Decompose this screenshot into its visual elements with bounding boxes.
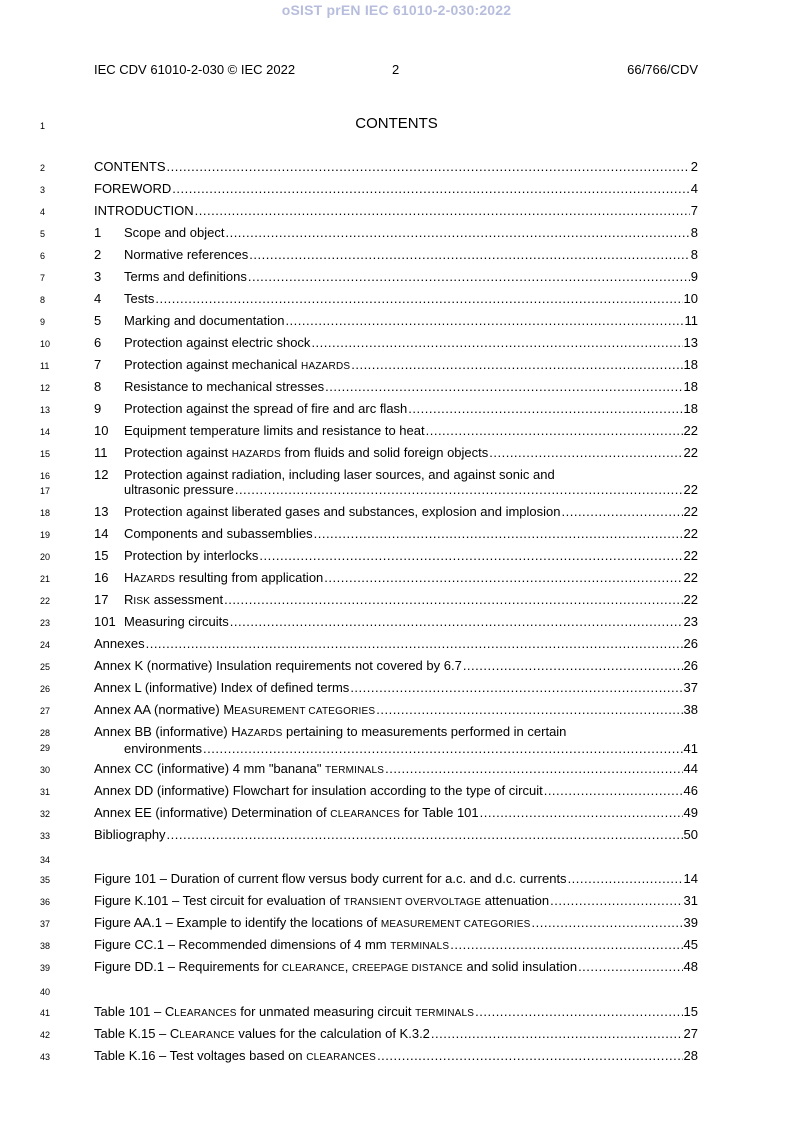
leader-dots: [203, 741, 682, 756]
line-number: 35: [40, 875, 51, 885]
entry-title-part: ISK: [133, 596, 151, 607]
section-number: 5: [94, 313, 102, 328]
leader-dots: [426, 423, 683, 438]
leader-dots: [450, 937, 682, 952]
header-right: 66/766/CDV: [627, 62, 698, 77]
page-number: 13: [683, 335, 698, 350]
page-number: 38: [683, 702, 698, 717]
line-number: 19: [40, 530, 51, 540]
section-number: 101: [94, 614, 116, 629]
entry-title: [124, 526, 313, 541]
entry-title: [94, 636, 145, 651]
leader-dots: [259, 548, 682, 563]
leader-dots: [167, 159, 690, 174]
line-number: 27: [40, 706, 51, 716]
section-number: 16: [94, 570, 109, 585]
entry-title-part: CLEARANCES: [306, 1052, 377, 1063]
entry-title-part: Protection against mechanical: [124, 357, 302, 372]
line-number: 4: [40, 207, 46, 217]
entry-title-part: INTRODUCTION: [94, 203, 194, 218]
toc-entry[interactable]: [94, 357, 698, 373]
leader-dots: [489, 445, 682, 460]
page-number: 18: [683, 357, 698, 372]
toc-entry[interactable]: [94, 1026, 698, 1042]
toc-entry[interactable]: [94, 423, 698, 439]
entry-title-part: Protection against: [124, 445, 232, 460]
line-number: 37: [40, 919, 51, 929]
section-number: 4: [94, 291, 102, 306]
leader-dots: [568, 871, 683, 886]
leader-dots: [550, 893, 682, 908]
page-number: 46: [683, 783, 698, 798]
toc-entry[interactable]: [94, 203, 698, 219]
entry-title-part: Protection against radiation, including laser sources, and against sonic and: [124, 467, 555, 482]
toc-entry[interactable]: [94, 291, 698, 307]
leader-dots: [225, 225, 689, 240]
page-number: 11: [684, 313, 698, 328]
entry-title-part: Figure DD.1 – Requirements for: [94, 959, 282, 974]
entry-title-part: Table K.15 – C: [94, 1026, 180, 1041]
page-number: 2: [690, 159, 698, 174]
page-number: 22: [683, 548, 698, 563]
entry-title-part: Tests: [124, 291, 155, 306]
leader-dots: [350, 680, 682, 695]
entry-title-part: AZARDS: [133, 574, 176, 585]
entry-title-part: Protection against liberated gases and substances, explosion and implosion: [124, 504, 561, 519]
entry-title-part: Annex DD (informative) Flowchart for insulation according to the type of circuit: [94, 783, 543, 798]
entry-title: [94, 181, 171, 196]
entry-title: [124, 570, 323, 587]
entry-title: [124, 335, 310, 350]
page-number: 18: [683, 379, 698, 394]
entry-title: [124, 357, 350, 374]
entry-title-part: ,: [344, 959, 353, 974]
entry-title-part: Terms and definitions: [124, 269, 247, 284]
page-number: 49: [683, 805, 698, 820]
entry-title-part: CLEARANCES: [330, 809, 401, 820]
entry-title-part: Table K.16 – Test voltages based on: [94, 1048, 307, 1063]
page-number: 4: [690, 181, 698, 196]
entry-title-part: ultrasonic pressure: [124, 482, 234, 497]
line-number: 9: [40, 317, 46, 327]
line-number: 8: [40, 295, 46, 305]
entry-title-part: Normative references: [124, 247, 249, 262]
entry-title-part: CLEARANCE: [281, 963, 345, 974]
toc-entry[interactable]: [94, 761, 698, 777]
page-number: 22: [683, 526, 698, 541]
entry-title-part: Annex BB (informative) H: [94, 724, 241, 739]
toc-entry[interactable]: [94, 313, 698, 329]
toc-entry[interactable]: [94, 915, 698, 931]
page-number: 26: [683, 636, 698, 651]
entry-title-part: Protection against the spread of fire and arc flash: [124, 401, 408, 416]
toc-entry[interactable]: [94, 959, 698, 975]
entry-title-part: environments: [124, 741, 203, 756]
line-number: 7: [40, 273, 46, 283]
entry-title-part: CREEPAGE DISTANCE: [352, 963, 463, 974]
entry-title: [124, 401, 407, 416]
entry-title: [124, 379, 324, 394]
leader-dots: [475, 1004, 682, 1019]
line-number: 23: [40, 618, 51, 628]
entry-title-part: Components and subassemblies: [124, 526, 313, 541]
entry-title-part: HAZARDS: [231, 449, 281, 460]
line-number: 29: [40, 743, 51, 753]
leader-dots: [463, 658, 683, 673]
page-number: 44: [683, 761, 698, 776]
entry-title: [124, 548, 258, 563]
page-number: 14: [683, 871, 698, 886]
header-left: IEC CDV 61010-2-030 © IEC 2022: [94, 62, 296, 77]
entry-title-part: Annex EE (informative) Determination of: [94, 805, 331, 820]
page-number: 8: [690, 225, 698, 240]
section-number: 15: [94, 548, 109, 563]
section-number: 7: [94, 357, 102, 372]
line-number: 11: [40, 361, 50, 371]
section-number: 8: [94, 379, 102, 394]
toc-entry[interactable]: [94, 937, 698, 953]
entry-title-part: assessment: [150, 592, 224, 607]
page-number: 26: [683, 658, 698, 673]
page-number: 45: [683, 937, 698, 952]
leader-dots: [377, 1048, 682, 1063]
line-number: 20: [40, 552, 51, 562]
entry-title: [94, 203, 194, 218]
entry-title: [94, 937, 449, 954]
leader-dots: [167, 827, 683, 842]
toc-entry[interactable]: [94, 636, 698, 652]
line-number: 15: [40, 449, 51, 459]
entry-title: [94, 827, 166, 842]
line-number: 16: [40, 471, 51, 481]
entry-title-line2: [94, 482, 698, 497]
entry-title-part: Equipment temperature limits and resistance to heat: [124, 423, 425, 438]
leader-dots: [248, 269, 690, 284]
toc-entry[interactable]: [94, 1004, 698, 1020]
entry-title: [124, 423, 425, 438]
line-number: 39: [40, 963, 51, 973]
section-number: 6: [94, 335, 102, 350]
leader-dots: [172, 181, 689, 196]
leader-dots: [578, 959, 682, 974]
page-number: 9: [690, 269, 698, 284]
entry-title-part: CONTENTS: [94, 159, 166, 174]
line-number: 38: [40, 941, 51, 951]
leader-dots: [532, 915, 683, 930]
leader-dots: [324, 570, 682, 585]
leader-dots: [285, 313, 683, 328]
entry-title-part: Protection by interlocks: [124, 548, 259, 563]
entry-title: [124, 291, 154, 306]
toc-entry[interactable]: [94, 1048, 698, 1064]
entry-title: [94, 959, 577, 976]
entry-title-part: Annex CC (informative) 4 mm "banana": [94, 761, 326, 776]
page-number: 41: [683, 741, 698, 756]
toc-entry[interactable]: [94, 658, 698, 674]
leader-dots: [325, 379, 682, 394]
line-number: 42: [40, 1030, 51, 1040]
entry-title: [94, 761, 384, 778]
entry-title-line1: [94, 467, 698, 482]
toc-entry[interactable]: [94, 401, 698, 417]
entry-title-part: for unmated measuring circuit: [236, 1004, 416, 1019]
entry-title: [94, 893, 549, 910]
toc-entry[interactable]: [94, 592, 698, 608]
entry-title-part: MEASUREMENT CATEGORIES: [380, 919, 531, 930]
entry-title: [124, 247, 248, 262]
leader-dots: [230, 614, 683, 629]
line-number: 13: [40, 405, 51, 415]
line-number: 10: [40, 339, 51, 349]
section-number: 1: [94, 225, 102, 240]
entry-title-part: Annexes: [94, 636, 145, 651]
entry-title: [124, 592, 223, 609]
entry-title: [124, 614, 229, 629]
line-number: 26: [40, 684, 51, 694]
entry-title-part: Figure K.101 – Test circuit for evaluation of: [94, 893, 344, 908]
header-page-number: 2: [392, 62, 400, 77]
entry-title-part: R: [124, 592, 134, 607]
leader-dots: [155, 291, 682, 306]
entry-title-part: Protection against electric shock: [124, 335, 311, 350]
page-number: 48: [683, 959, 698, 974]
leader-dots: [314, 526, 683, 541]
entry-title-part: pertaining to measurements performed in certain: [282, 724, 567, 739]
line-number: 32: [40, 809, 51, 819]
toc-entry[interactable]: [94, 335, 698, 351]
section-number: 17: [94, 592, 109, 607]
entry-title-part: TERMINALS: [415, 1008, 475, 1019]
entry-title: [124, 313, 284, 328]
section-number: 10: [94, 423, 109, 438]
line-number: 31: [40, 787, 51, 797]
entry-title-part: EASUREMENT CATEGORIES: [234, 706, 376, 717]
entry-title-part: Annex K (normative) Insulation requirements not covered by 6.7: [94, 658, 462, 673]
line-number: 25: [40, 662, 51, 672]
page-number: 28: [683, 1048, 698, 1063]
page-number: 23: [683, 614, 698, 629]
page-number: 27: [683, 1026, 698, 1041]
watermark: oSIST prEN IEC 61010-2-030:2022: [281, 2, 512, 18]
section-number: 9: [94, 401, 102, 416]
leader-dots: [408, 401, 682, 416]
line-number: 40: [40, 987, 51, 997]
entry-title-part: Figure CC.1 – Recommended dimensions of 4 mm: [94, 937, 391, 952]
leader-dots: [562, 504, 683, 519]
page-number: 22: [683, 592, 698, 607]
line-number: 18: [40, 508, 51, 518]
page-number: 22: [683, 445, 698, 460]
line-number: 43: [40, 1052, 51, 1062]
page-number: 22: [683, 570, 698, 585]
line-number: 24: [40, 640, 51, 650]
entry-title: [94, 1026, 430, 1043]
entry-title-part: TERMINALS: [325, 765, 385, 776]
entry-title-part: Figure 101 – Duration of current flow versus body current for a.c. and d.c. currents: [94, 871, 567, 886]
line-number: 30: [40, 765, 51, 775]
toc-entry[interactable]: [94, 445, 698, 461]
entry-title-part: attenuation: [481, 893, 550, 908]
leader-dots: [195, 203, 690, 218]
section-number: 2: [94, 247, 102, 262]
toc-entry[interactable]: [94, 783, 698, 799]
page-number: 8: [690, 247, 698, 262]
toc-entry[interactable]: [94, 504, 698, 520]
entry-title: [94, 159, 166, 174]
toc-entry[interactable]: [94, 159, 698, 175]
entry-title: [124, 269, 247, 284]
page-number: 22: [683, 504, 698, 519]
leader-dots: [311, 335, 682, 350]
leader-dots: [351, 357, 682, 372]
leader-dots: [249, 247, 689, 262]
line-number: 34: [40, 855, 51, 865]
entry-title-part: Annex L (informative) Index of defined terms: [94, 680, 350, 695]
line-number: 36: [40, 897, 51, 907]
toc-entry[interactable]: [94, 247, 698, 263]
entry-title-part: AZARDS: [240, 728, 283, 739]
line-number: 14: [40, 427, 51, 437]
entry-title-part: Table 101 – C: [94, 1004, 175, 1019]
entry-title: [94, 702, 375, 719]
entry-title-part: HAZARDS: [301, 361, 351, 372]
leader-dots: [224, 592, 682, 607]
leader-dots: [480, 805, 683, 820]
line-number: 41: [40, 1008, 51, 1018]
entry-title: [94, 1004, 474, 1021]
toc-entry[interactable]: [94, 805, 698, 821]
entry-title-part: Annex AA (normative) M: [94, 702, 235, 717]
toc-entry[interactable]: [94, 893, 698, 909]
entry-title-part: for Table 101: [400, 805, 479, 820]
entry-title-part: values for the calculation of K.3.2: [234, 1026, 430, 1041]
page-number: 39: [683, 915, 698, 930]
line-number: 1: [40, 121, 46, 131]
leader-dots: [376, 702, 682, 717]
page-number: 15: [683, 1004, 698, 1019]
entry-title: [94, 783, 543, 798]
section-number: 11: [94, 445, 108, 460]
page-number: 7: [690, 203, 698, 218]
leader-dots: [385, 761, 682, 776]
leader-dots: [431, 1026, 683, 1041]
line-number: 21: [40, 574, 51, 584]
line-number: 5: [40, 229, 46, 239]
toc-entry[interactable]: [94, 680, 698, 696]
entry-title-part: TRANSIENT OVERVOLTAGE: [343, 897, 482, 908]
entry-title-part: FOREWORD: [94, 181, 172, 196]
toc-entry[interactable]: [94, 526, 698, 542]
toc-entry[interactable]: [94, 225, 698, 241]
section-number: 13: [94, 504, 109, 519]
entry-title: [94, 680, 349, 695]
page-number: 22: [683, 423, 698, 438]
entry-title-part: Resistance to mechanical stresses: [124, 379, 325, 394]
entry-title: [94, 871, 567, 886]
entry-title-part: and solid insulation: [462, 959, 578, 974]
entry-title: [124, 225, 224, 240]
page-number: 18: [683, 401, 698, 416]
toc-entry[interactable]: [94, 269, 698, 285]
entry-title-part: resulting from application: [175, 570, 324, 585]
toc-entry[interactable]: [94, 827, 698, 843]
toc-entry[interactable]: [94, 570, 698, 586]
entry-title-line2: [94, 741, 698, 756]
leader-dots: [544, 783, 683, 798]
page-number: 22: [683, 482, 698, 497]
entry-title: [94, 805, 479, 822]
line-number: 6: [40, 251, 46, 261]
toc-entry[interactable]: [94, 181, 698, 197]
line-number: 17: [40, 486, 51, 496]
line-number: 33: [40, 831, 51, 841]
leader-dots: [146, 636, 683, 651]
entry-title: [94, 915, 531, 932]
entry-title: [94, 658, 462, 673]
entry-title-part: Scope and object: [124, 225, 225, 240]
line-number: 22: [40, 596, 51, 606]
toc-entry-multiline[interactable]: [94, 467, 698, 497]
entry-title-part: Bibliography: [94, 827, 166, 842]
page-number: 31: [683, 893, 698, 908]
toc-entry[interactable]: [94, 702, 698, 718]
entry-title-part: Measuring circuits: [124, 614, 229, 629]
entry-title-part: Marking and documentation: [124, 313, 285, 328]
entry-title-line1: [94, 724, 698, 741]
line-number: 12: [40, 383, 51, 393]
toc-entry[interactable]: [94, 614, 698, 630]
section-number: 12: [94, 467, 109, 482]
page-number: 50: [683, 827, 698, 842]
page-number: 37: [683, 680, 698, 695]
section-number: 14: [94, 526, 109, 541]
page-title: CONTENTS: [355, 115, 438, 132]
entry-title-part: LEARANCE: [179, 1030, 235, 1041]
entry-title-part: Figure AA.1 – Example to identify the locations of: [94, 915, 381, 930]
line-number: 3: [40, 185, 46, 195]
leader-dots: [235, 482, 683, 497]
entry-title: [124, 504, 561, 519]
toc-entry[interactable]: [94, 871, 698, 887]
entry-title-part: TERMINALS: [390, 941, 450, 952]
entry-title-part: from fluids and solid foreign objects: [280, 445, 489, 460]
line-number: 2: [40, 163, 46, 173]
toc-entry-multiline[interactable]: [94, 724, 698, 756]
toc-entry[interactable]: [94, 379, 698, 395]
line-number: 28: [40, 728, 51, 738]
page-number: 10: [683, 291, 698, 306]
entry-title-part: H: [124, 570, 134, 585]
entry-title-part: LEARANCES: [174, 1008, 237, 1019]
section-number: 3: [94, 269, 102, 284]
entry-title: [124, 445, 488, 462]
toc-entry[interactable]: [94, 548, 698, 564]
entry-title: [94, 1048, 376, 1065]
